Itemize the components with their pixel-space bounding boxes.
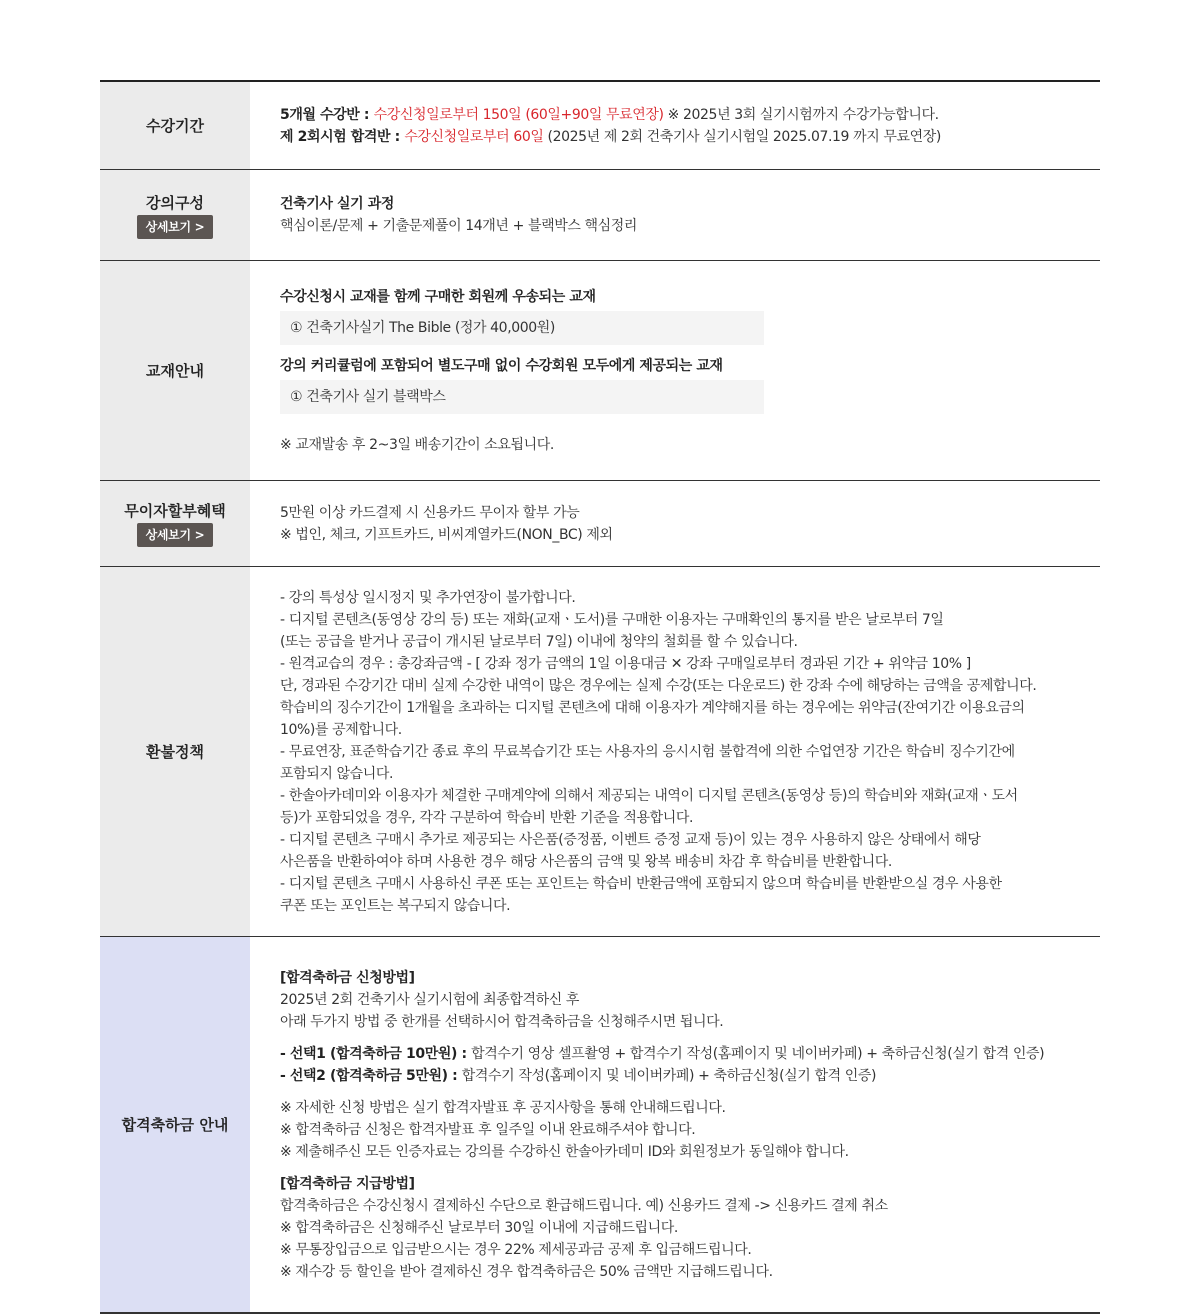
refund-line: - 무료연장, 표준학습기간 종료 후의 무료복습기간 또는 사용자의 응시시험 불합격에 의한 수업연장 기간은 학습비 징수기간에 bbox=[280, 743, 1015, 760]
reward-option-2: - 선택2 (합격축하금 5만원) : 합격수기 작성(홈페이지 및 네이버카페) + 축하금신청(실기 합격 인증) bbox=[280, 1067, 877, 1084]
reward-pay-line: ※ 무통장입금으로 입금받으시는 경우 22% 제세공과금 공제 후 입금해드립니다. bbox=[280, 1241, 752, 1258]
refund-line: 등)가 포함되었을 경우, 각각 구분하여 학습비 반환 기준을 적용합니다. bbox=[280, 809, 694, 826]
reward-note: ※ 자세한 신청 방법은 실기 합격자발표 후 공지사항을 통해 안내해드립니다. bbox=[280, 1099, 726, 1116]
row-reward bbox=[100, 937, 1100, 1314]
composition-desc: 핵심이론/문제 + 기출문제풀이 14개년 + 블랙박스 핵심정리 bbox=[280, 218, 638, 234]
refund-line: - 디지털 콘텐츠 구매시 사용하신 쿠폰 또는 포인트는 학습비 반환금액에 포함되지 않으며 학습비를 반환받으실 경우 사용한 bbox=[280, 875, 1002, 892]
refund-line: - 강의 특성상 일시정지 및 추가연장이 불가합니다. bbox=[280, 589, 576, 606]
composition-header bbox=[100, 170, 250, 260]
composition-detail-button[interactable]: 상세보기 > bbox=[137, 215, 214, 239]
reward-pay-line: 합격축하금은 수강신청시 결제하신 수단으로 환급해드립니다. 예) 신용카드 결제 -> 신용카드 결제 취소 bbox=[280, 1197, 888, 1214]
reward-option-1: - 선택1 (합격축하금 10만원) : 합격수기 영상 셀프촬영 + 합격수기 작성(홈페이지 및 네이버카페) + 축하금신청(실기 합격 인증) bbox=[280, 1045, 1045, 1062]
refund-line: 단, 경과된 수강기간 대비 실제 수강한 내역이 많은 경우에는 실제 수강(또는 다운로드) 한 강좌 수에 해당하는 금액을 공제합니다. bbox=[280, 677, 1037, 694]
reward-pay-line: ※ 합격축하금은 신청해주신 날로부터 30일 이내에 지급해드립니다. bbox=[280, 1219, 678, 1236]
row-textbook bbox=[100, 261, 1100, 481]
course-info-table bbox=[100, 80, 1100, 1314]
refund-line: 쿠폰 또는 포인트는 복구되지 않습니다. bbox=[280, 897, 511, 914]
textbook-note: ※ 교재발송 후 2~3일 배송기간이 소요됩니다. bbox=[280, 436, 554, 453]
refund-line: - 한솔아카데미와 이용자가 체결한 구매계약에 의해서 제공되는 내역이 디지털 콘텐츠(동영상 등)의 학습비와 재화(교재ㆍ도서 bbox=[280, 787, 1018, 804]
refund-line: 10%)를 공제합니다. bbox=[280, 721, 402, 738]
refund-line: 사은품을 반환하여야 하며 사용한 경우 해당 사은품의 금액 및 왕복 배송비 차감 후 학습비를 반환합니다. bbox=[280, 853, 892, 870]
reward-apply-line: 아래 두가지 방법 중 한개를 선택하시어 합격축하금을 신청해주시면 됩니다. bbox=[280, 1013, 724, 1030]
refund-header: 환불정책 bbox=[100, 567, 250, 936]
reward-pay-line: ※ 재수강 등 할인을 받아 결제하신 경우 합격축하금은 50% 금액만 지급해드립니다. bbox=[280, 1263, 773, 1280]
refund-line: - 원격교습의 경우 : 총강좌금액 - [ 강좌 정가 금액의 1일 이용대금 ✕ 강좌 구매일로부터 경과된 기간 + 위약금 10% ] bbox=[280, 655, 971, 672]
composition-content bbox=[250, 170, 1100, 260]
refund-line: 포함되지 않습니다. bbox=[280, 765, 394, 782]
installment-label: 무이자할부혜택 bbox=[124, 502, 226, 520]
reward-apply-title: [합격축하금 신청방법] bbox=[280, 969, 415, 986]
composition-title: 건축기사 실기 과정 bbox=[280, 196, 394, 212]
refund-content bbox=[250, 567, 1100, 936]
refund-line: - 디지털 콘텐츠 구매시 추가로 제공되는 사은품(증정품, 이벤트 증정 교재 등)이 있는 경우 사용하지 않은 상태에서 해당 bbox=[280, 831, 981, 848]
reward-note: ※ 제출해주신 모든 인증자료는 강의를 수강하신 한솔아카데미 ID와 회원정보가 동일해야 합니다. bbox=[280, 1143, 849, 1160]
period-header: 수강기간 bbox=[100, 82, 250, 169]
installment-line-1: 5만원 이상 카드결제 시 신용카드 무이자 할부 가능 bbox=[280, 504, 580, 521]
installment-line-2: ※ 법인, 체크, 기프트카드, 비씨계열카드(NON_BC) 제외 bbox=[280, 526, 613, 543]
row-period bbox=[100, 82, 1100, 170]
period-line-1: 5개월 수강반 : 수강신청일로부터 150일 (60일+90일 무료연장) ※ 2025년 3회 실기시험까지 수강가능합니다. bbox=[280, 106, 939, 123]
textbook-header: 교재안내 bbox=[100, 261, 250, 480]
reward-apply-line: 2025년 2회 건축기사 실기시험에 최종합격하신 후 bbox=[280, 991, 580, 1008]
reward-note: ※ 합격축하금 신청은 합격자발표 후 일주일 이내 완료해주셔야 합니다. bbox=[280, 1121, 696, 1138]
composition-label: 강의구성 bbox=[146, 193, 204, 212]
textbook-heading-2: 강의 커리큘럼에 포함되어 별도구매 없이 수강회원 모두에게 제공되는 교재 bbox=[280, 357, 723, 374]
reward-pay-title: [합격축하금 지급방법] bbox=[280, 1175, 415, 1192]
period-line-2: 제 2회시험 합격반 : 수강신청일로부터 60일 (2025년 제 2회 건축기사 실기시험일 2025.07.19 까지 무료연장) bbox=[280, 128, 941, 145]
row-composition bbox=[100, 170, 1100, 261]
installment-header bbox=[100, 481, 250, 566]
refund-line: - 디지털 콘텐츠(동영상 강의 등) 또는 재화(교재ㆍ도서)를 구매한 이용자는 구매확인의 통지를 받은 날로부터 7일 bbox=[280, 611, 944, 628]
textbook-heading-1: 수강신청시 교재를 함께 구매한 회원께 우송되는 교재 bbox=[280, 288, 596, 305]
installment-content bbox=[250, 481, 1100, 566]
textbook-content bbox=[250, 261, 1100, 480]
reward-content bbox=[250, 937, 1100, 1312]
refund-line: (또는 공급을 받거나 공급이 개시된 날로부터 7일) 이내에 청약의 철회를 할 수 있습니다. bbox=[280, 633, 798, 650]
row-refund bbox=[100, 567, 1100, 937]
textbook-item-2: ① 건축기사 실기 블랙박스 bbox=[280, 380, 764, 414]
period-content bbox=[250, 82, 1100, 169]
textbook-item-1: ① 건축기사실기 The Bible (정가 40,000원) bbox=[280, 311, 764, 345]
row-installment bbox=[100, 481, 1100, 567]
refund-line: 학습비의 징수기간이 1개월을 초과하는 디지털 콘텐츠에 대해 이용자가 계약해지를 하는 경우에는 위약금(잔여기간 이용요금의 bbox=[280, 699, 1025, 716]
reward-header: 합격축하금 안내 bbox=[100, 937, 250, 1312]
installment-detail-button[interactable]: 상세보기 > bbox=[137, 523, 214, 547]
